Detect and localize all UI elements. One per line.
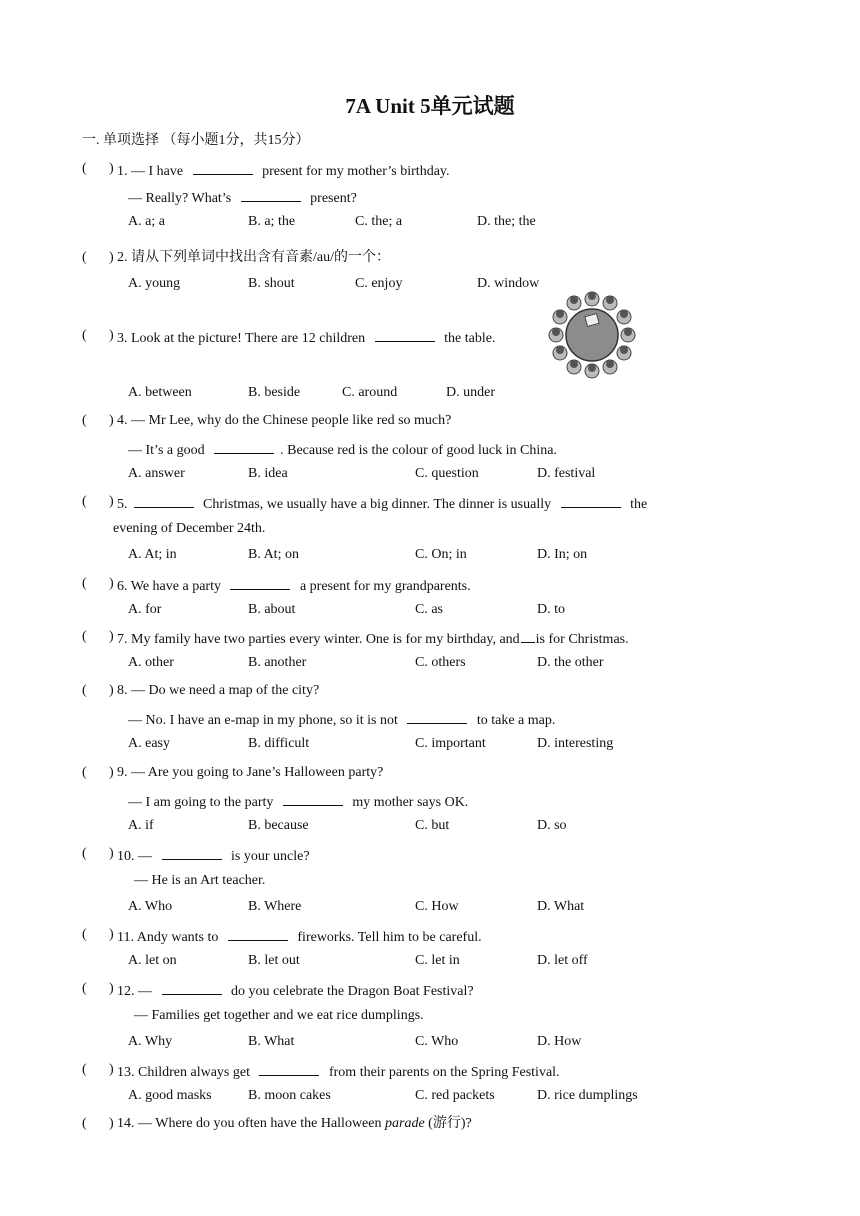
stem-text: evening of December 24th. <box>113 521 266 536</box>
answer-option-c[interactable]: C. enjoy <box>355 276 403 291</box>
answer-option-b[interactable]: B. What <box>248 1034 295 1049</box>
question-number: 7. <box>117 632 128 647</box>
answer-blank[interactable] <box>134 493 194 508</box>
answer-option-c[interactable]: C. around <box>342 385 398 400</box>
answer-paren-open: ( <box>82 576 87 591</box>
stem-text: — I have <box>131 164 187 179</box>
answer-paren-open: ( <box>82 328 87 343</box>
stem-text: . Because red is the colour of good luck in China. <box>280 443 557 458</box>
answer-option-a[interactable]: A. Why <box>128 1034 173 1049</box>
question-number: 9. <box>117 765 128 780</box>
stem-text: is for Christmas. <box>535 632 629 647</box>
stem-text: the table. <box>440 331 496 346</box>
stem-text: — Are you going to Jane’s Halloween party? <box>131 765 384 780</box>
answer-option-d[interactable]: D. rice dumplings <box>537 1088 638 1103</box>
answer-paren-close: ) <box>109 765 114 780</box>
answer-paren-close: ) <box>109 1116 114 1131</box>
answer-option-c[interactable]: C. red packets <box>415 1088 495 1103</box>
stem-text: — He is an Art teacher. <box>134 873 266 888</box>
section-heading: 一. 单项选择 （每小题1分，共15分） <box>82 133 310 148</box>
answer-option-d[interactable]: D. How <box>537 1034 582 1049</box>
answer-option-c[interactable]: C. Who <box>415 1034 459 1049</box>
stem-text: present? <box>306 191 357 206</box>
answer-blank[interactable] <box>375 327 435 342</box>
question-stem <box>117 575 471 596</box>
answer-option-a[interactable]: A. At; in <box>128 547 177 562</box>
answer-option-b[interactable]: B. let out <box>248 953 300 968</box>
page-title: 7A Unit 5单元试题 <box>345 94 515 118</box>
answer-option-c[interactable]: C. others <box>415 655 466 670</box>
answer-option-a[interactable]: A. for <box>128 602 162 617</box>
answer-paren-close: ) <box>109 629 114 644</box>
answer-paren-close: ) <box>109 161 114 176</box>
answer-option-b[interactable]: B. moon cakes <box>248 1088 331 1103</box>
stem-text: — Where do you often have the Halloween <box>138 1116 385 1131</box>
answer-paren-open: ( <box>82 846 87 861</box>
answer-blank[interactable] <box>259 1061 319 1076</box>
answer-paren-open: ( <box>82 250 87 265</box>
question-stem <box>117 160 450 181</box>
answer-paren-close: ) <box>109 413 114 428</box>
question-stem <box>117 764 383 782</box>
answer-paren-open: ( <box>82 1062 87 1077</box>
stem-text: — It’s a good <box>128 443 209 458</box>
stem-text: the <box>626 497 648 512</box>
stem-text: to take a map. <box>473 713 556 728</box>
answer-paren-open: ( <box>82 413 87 428</box>
answer-option-c[interactable]: C. important <box>415 736 486 751</box>
answer-option-c[interactable]: C. On; in <box>415 547 467 562</box>
answer-blank[interactable] <box>241 187 301 202</box>
answer-option-b[interactable]: B. Where <box>248 899 302 914</box>
question-stem <box>117 493 647 514</box>
answer-blank[interactable] <box>283 791 343 806</box>
answer-paren-close: ) <box>109 981 114 996</box>
answer-option-b[interactable]: B. about <box>248 602 296 617</box>
answer-option-b[interactable]: B. another <box>248 655 307 670</box>
question-number: 8. <box>117 683 128 698</box>
answer-paren-close: ) <box>109 846 114 861</box>
answer-option-b[interactable]: B. difficult <box>248 736 310 751</box>
stem-text: Andy wants to <box>136 930 222 945</box>
question-stem <box>117 1061 560 1082</box>
stem-text: from their parents on the Spring Festival. <box>325 1065 560 1080</box>
question-number: 5. <box>117 497 128 512</box>
question-stem <box>117 628 629 649</box>
question-number: 6. <box>117 579 128 594</box>
answer-paren-close: ) <box>109 576 114 591</box>
stem-text: my mother says OK. <box>348 795 469 810</box>
stem-text: — Really? What’s <box>128 191 235 206</box>
answer-option-b[interactable]: B. shout <box>248 276 295 291</box>
answer-option-a[interactable]: A. good masks <box>128 1088 212 1103</box>
answer-option-d[interactable]: D. interesting <box>537 736 614 751</box>
answer-option-d[interactable]: D. let off <box>537 953 588 968</box>
answer-paren-close: ) <box>109 494 114 509</box>
answer-paren-open: ( <box>82 1116 87 1131</box>
answer-option-b[interactable]: B. because <box>248 818 309 833</box>
answer-blank[interactable] <box>162 980 222 995</box>
question-stem <box>117 845 310 866</box>
question-number: 2. <box>117 250 128 265</box>
question-number: 3. <box>117 331 128 346</box>
answer-option-b[interactable]: B. beside <box>248 385 301 400</box>
question-stem <box>117 926 482 947</box>
answer-option-d[interactable]: D. under <box>446 385 495 400</box>
answer-paren-open: ( <box>82 629 87 644</box>
answer-option-a[interactable]: A. if <box>128 818 154 833</box>
question-line <box>128 791 468 812</box>
question-number: 1. <box>117 164 128 179</box>
question-number: 10. <box>117 849 135 864</box>
answer-blank[interactable] <box>561 493 621 508</box>
stem-text: — Mr Lee, why do the Chinese people like red so much? <box>131 413 452 428</box>
question-number: 13. <box>117 1065 135 1080</box>
answer-option-c[interactable]: C. the; a <box>355 214 403 229</box>
stem-text: My family have two parties every winter. One is for my birthday, and <box>131 632 520 647</box>
answer-blank[interactable] <box>230 575 290 590</box>
answer-option-c[interactable]: C. question <box>415 466 479 481</box>
answer-paren-close: ) <box>109 927 114 942</box>
stem-text: fireworks. Tell him to be careful. <box>293 930 482 945</box>
stem-text: a present for my grandparents. <box>296 579 471 594</box>
answer-option-d[interactable]: D. window <box>477 276 540 291</box>
answer-option-c[interactable]: C. as <box>415 602 443 617</box>
question-stem <box>117 682 319 700</box>
answer-option-a[interactable]: A. young <box>128 276 181 291</box>
answer-option-c[interactable]: C. let in <box>415 953 460 968</box>
answer-option-d[interactable]: D. the other <box>537 655 604 670</box>
answer-blank[interactable] <box>407 709 467 724</box>
answer-option-a[interactable]: A. easy <box>128 736 170 751</box>
answer-blank[interactable] <box>214 439 274 454</box>
stem-text: We have a party <box>130 579 225 594</box>
stem-text: — Do we need a map of the city? <box>131 683 320 698</box>
stem-text: — <box>138 849 156 864</box>
question-stem <box>117 1115 472 1133</box>
question-stem <box>117 412 451 430</box>
stem-text: — Families get together and we eat rice dumplings. <box>134 1008 424 1023</box>
stem-text: (游行)? <box>424 1116 472 1131</box>
answer-option-a[interactable]: A. Who <box>128 899 173 914</box>
question-line <box>128 187 357 208</box>
stem-text: — I am going to the party <box>128 795 277 810</box>
answer-blank[interactable] <box>228 926 288 941</box>
answer-paren-open: ( <box>82 683 87 698</box>
answer-option-a[interactable]: A. a; a <box>128 214 165 229</box>
stem-text: is your uncle? <box>227 849 310 864</box>
stem-text: 请从下列单词中找出含有音素/au/的一个： <box>131 250 390 265</box>
answer-blank[interactable] <box>162 845 222 860</box>
answer-option-d[interactable]: D. so <box>537 818 567 833</box>
question-line <box>134 1007 424 1025</box>
answer-paren-open: ( <box>82 494 87 509</box>
answer-option-c[interactable]: C. but <box>415 818 450 833</box>
answer-option-d[interactable]: D. festival <box>537 466 596 481</box>
stem-text: Christmas, we usually have a big dinner. The dinner is usually <box>199 497 555 512</box>
italic-word: parade <box>385 1116 425 1131</box>
answer-option-c[interactable]: C. How <box>415 899 459 914</box>
question-line <box>128 709 555 730</box>
answer-option-b[interactable]: B. idea <box>248 466 288 481</box>
answer-blank[interactable] <box>521 628 535 643</box>
answer-paren-close: ) <box>109 328 114 343</box>
answer-option-d[interactable]: D. to <box>537 602 565 617</box>
answer-option-a[interactable]: A. answer <box>128 466 185 481</box>
stem-text: Children always get <box>138 1065 254 1080</box>
answer-paren-open: ( <box>82 927 87 942</box>
question-line <box>113 520 265 538</box>
stem-text: — <box>138 984 156 999</box>
question-number: 14. <box>117 1116 135 1131</box>
answer-blank[interactable] <box>193 160 253 175</box>
answer-option-b[interactable]: B. At; on <box>248 547 299 562</box>
answer-option-a[interactable]: A. other <box>128 655 174 670</box>
stem-text: do you celebrate the Dragon Boat Festival? <box>227 984 474 999</box>
answer-option-a[interactable]: A. between <box>128 385 192 400</box>
question-stem <box>117 327 495 348</box>
question-number: 12. <box>117 984 135 999</box>
answer-option-b[interactable]: B. a; the <box>248 214 296 229</box>
question-number: 11. <box>117 930 134 945</box>
answer-option-a[interactable]: A. let on <box>128 953 177 968</box>
children-around-table-image <box>548 291 636 379</box>
answer-paren-close: ) <box>109 1062 114 1077</box>
answer-paren-open: ( <box>82 161 87 176</box>
question-line <box>134 872 265 890</box>
answer-paren-close: ) <box>109 683 114 698</box>
answer-paren-close: ) <box>109 250 114 265</box>
answer-paren-open: ( <box>82 765 87 780</box>
question-stem <box>117 980 474 1001</box>
answer-option-d[interactable]: D. In; on <box>537 547 588 562</box>
stem-text: present for my mother’s birthday. <box>258 164 450 179</box>
question-stem <box>117 249 390 267</box>
answer-option-d[interactable]: D. the; the <box>477 214 536 229</box>
answer-paren-open: ( <box>82 981 87 996</box>
question-line <box>128 439 557 460</box>
stem-text: Look at the picture! There are 12 children <box>131 331 369 346</box>
stem-text: — No. I have an e-map in my phone, so it is not <box>128 713 402 728</box>
question-number: 4. <box>117 413 128 428</box>
answer-option-d[interactable]: D. What <box>537 899 585 914</box>
